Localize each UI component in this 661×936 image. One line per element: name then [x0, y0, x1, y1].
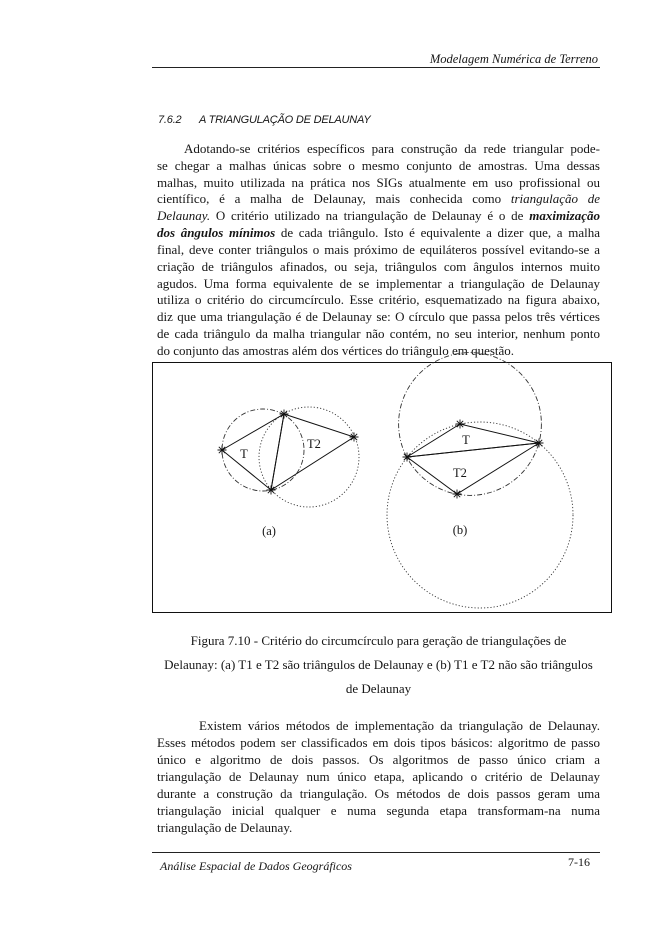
- vertex-marker: [456, 420, 465, 429]
- text-line: do conjunto das amostras além dos vértices do triângulo em questão.: [157, 342, 515, 358]
- triangle-t2: [271, 414, 354, 490]
- circumcircle-t: [387, 422, 573, 608]
- text-span: de cada triângulo. Isto é equivalente a dizer que, a malha: [275, 225, 600, 241]
- figure-caption: [157, 629, 600, 701]
- vertex-marker: [535, 439, 544, 448]
- label-t2: T2: [307, 437, 321, 451]
- caption-line: de Delaunay: [345, 681, 412, 696]
- emphasis-italic: Delaunay.: [157, 208, 211, 224]
- caption-line: Figura 7.10 - Critério do circumcírculo para geração de triangulações de: [190, 633, 567, 648]
- text-line: durante a construção da triangulação. Os métodos de dois passos geram uma: [157, 785, 600, 801]
- text-line: [157, 191, 600, 208]
- panel-tag-a: (a): [262, 524, 276, 538]
- text-line: criação de triângulos afinados, ou seja, triângulos com ângulos internos muito: [157, 258, 600, 274]
- figure-frame: [153, 363, 612, 613]
- text-span: científico, é a malha de Delaunay, mais conhecida como: [157, 191, 511, 207]
- label-t2: T2: [453, 466, 467, 480]
- circumcircle-t: [222, 409, 304, 491]
- vertex-marker: [350, 433, 359, 442]
- circumcircle-t2: [399, 353, 542, 496]
- page-number: 7-16: [568, 855, 590, 869]
- text-line: triangulação inicial qualquer e numa segunda etapa transformam-na numa: [157, 802, 600, 818]
- text-line: Adotando-se critérios específicos para construção da rede triangular pode-: [184, 141, 600, 156]
- text-line: malhas, muito utilizada na prática nos SIGs atualmente em uso profissional ou: [157, 174, 600, 190]
- text-line: triangulação de Delaunay.: [157, 819, 293, 835]
- vertex-marker: [453, 490, 462, 499]
- header-rule: [152, 67, 600, 68]
- triangle-t: [407, 424, 539, 457]
- text-line: Existem vários métodos de implementação da triangulação de Delaunay.: [199, 717, 600, 733]
- text-line: agudos. Uma forma equivalente de se implementar a triangulação de Delaunay: [157, 275, 600, 291]
- triangle-t2: [407, 443, 539, 494]
- text-line: triangulação de Delaunay num único etapa, aplicando o critério de Delaunay: [157, 768, 600, 784]
- paragraph-1: [157, 141, 600, 360]
- emphasis-bold-italic: dos ângulos mínimos: [157, 225, 276, 241]
- text-line: diz que uma triangulação é de Delaunay se: O círculo que passa pelos três vértices: [157, 309, 600, 325]
- text-line: Esses métodos podem ser classificados em dois tipos básicos: algoritmo de passo: [157, 734, 600, 750]
- text-line: de cada triângulo da malha triangular não contém, no seu interior, nenhum ponto: [157, 326, 600, 342]
- section-title: A TRIANGULAÇÃO DE DELAUNAY: [199, 114, 371, 126]
- panel-tag-b: (b): [452, 523, 468, 537]
- section-heading: [158, 113, 370, 127]
- vertex-marker: [267, 486, 276, 495]
- label-t: T: [462, 433, 470, 447]
- vertex-marker: [403, 453, 412, 462]
- triangle-t: [222, 414, 284, 490]
- text-line: único e algoritmo de dois passos. Os algoritmos de passo único criam a: [157, 751, 600, 767]
- running-header: Modelagem Numérica de Terreno: [429, 52, 598, 66]
- vertex-marker: [218, 446, 227, 455]
- paragraph-2: [157, 717, 600, 836]
- vertex-marker: [280, 410, 289, 419]
- panel-b: [387, 353, 573, 608]
- text-line: se chegar a malhas únicas sobre o mesmo conjunto de amostras. Uma dessas: [157, 157, 600, 173]
- panel-a: [218, 407, 360, 538]
- footer-title: Análise Espacial de Dados Geográficos: [160, 859, 352, 873]
- section-number: 7.6.2: [158, 114, 182, 126]
- figure-7-10: [150, 350, 615, 616]
- text-span: O critério utilizado na triangulação de Delaunay é o de: [210, 208, 530, 224]
- footer-rule: [152, 852, 600, 853]
- emphasis-italic: triangulação de: [510, 191, 600, 207]
- text-line: [157, 208, 600, 225]
- text-line: [157, 225, 600, 242]
- text-line: final, deve conter triângulos o mais próximo de equiláteros possível evitando-se a: [157, 241, 600, 257]
- caption-line: Delaunay: (a) T1 e T2 são triângulos de Delaunay e (b) T1 e T2 não são triângulos: [164, 657, 593, 672]
- text-line: utiliza o critério do circumcírculo. Esse critério, esquematizado na figura abaixo,: [157, 292, 600, 308]
- emphasis-bold-italic: maximização: [529, 208, 600, 224]
- label-t: T: [240, 447, 248, 461]
